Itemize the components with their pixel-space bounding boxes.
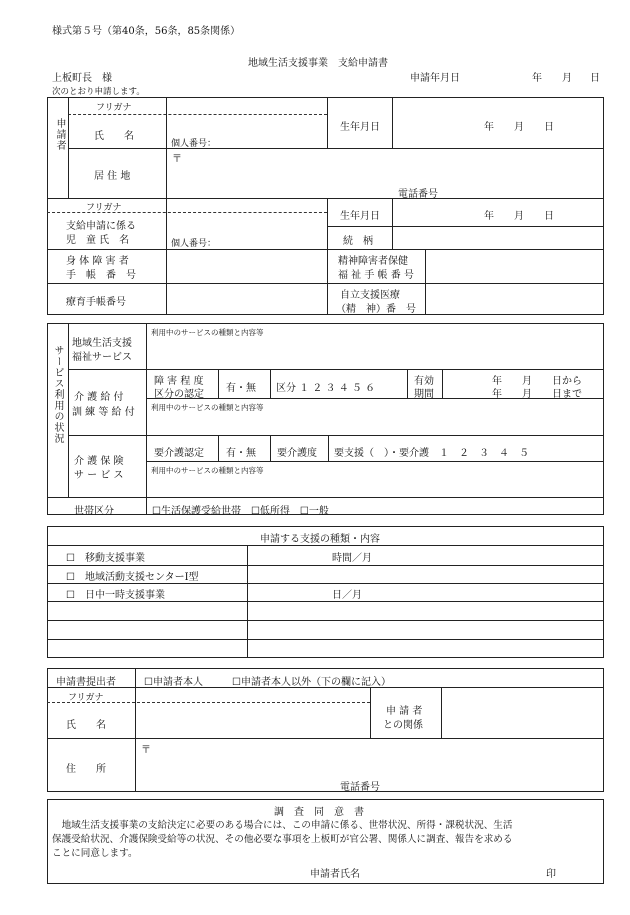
benefit-label-1: 介 護 給 付 <box>74 392 124 403</box>
submitter-furigana-label: フリガナ <box>68 693 104 703</box>
support-row-value: 日／月 <box>332 590 362 601</box>
mental-handbook-label-2: 福 祉 手 帳 番 号 <box>338 270 414 281</box>
local-service-label-2: 福祉サービス <box>72 352 132 363</box>
form-number: 様式第５号（第40条，56条，85条関係） <box>52 26 241 37</box>
insurance-service-note: 利用中のサービスの種類と内容等 <box>151 466 264 475</box>
rehab-handbook-label: 療育手帳番号 <box>66 297 126 308</box>
applicant-furigana-label: フリガナ <box>96 103 132 113</box>
household-options[interactable]: ☐生活保護受給世帯 ☐低所得 ☐一般 <box>152 506 329 517</box>
medical-number-label-1: 自立支援医療 <box>340 290 400 301</box>
insurance-label-1: 介 護 保 険 <box>74 456 124 467</box>
local-service-note: 利用中のサービスの種類と内容等 <box>151 328 264 337</box>
insurance-label-2: サ ー ビ ス <box>74 470 124 481</box>
submitter-label: 申請書提出者 <box>56 677 116 688</box>
disability-yes-no: 有・無 <box>226 383 256 394</box>
date-day: 日 <box>590 73 600 84</box>
child-name-label-1: 支給申請に係る <box>66 221 136 232</box>
physical-handbook-label-2: 手 帳 番 号 <box>66 270 136 281</box>
date-month: 月 <box>562 73 572 84</box>
addressee: 上板町長 様 <box>52 73 112 84</box>
consent-signer-label: 申請者氏名 <box>310 869 360 880</box>
valid-to: 年 月 日まで <box>492 389 582 400</box>
consent-text-line-1: 地域生活支援事業の支給決定に必要のある場合には、この申請に係る、世帯状況、所得・課税状況、生活 <box>52 820 513 831</box>
benefit-service-note: 利用中のサービスの種類と内容等 <box>151 403 264 412</box>
consent-text-line-2: 保護受給状況、介護保険受給等の状況、その他必要な事項を上板町が官公署、関係人に調査、報告を求める <box>52 834 513 845</box>
applicant-birthdate-ymd: 年 月 日 <box>484 122 554 133</box>
support-row-label[interactable]: ☐ 地域活動支援センターⅠ型 <box>66 572 199 583</box>
physical-handbook-label-1: 身 体 障 害 者 <box>66 256 129 267</box>
support-row-value: 時間／月 <box>332 553 372 564</box>
child-birthdate-label: 生年月日 <box>340 211 380 222</box>
mental-handbook-label-1: 精神障害者保健 <box>338 256 408 267</box>
support-table-title: 申請する支援の種類・内容 <box>260 534 380 545</box>
valid-period-label-1: 有効 <box>414 376 434 387</box>
applicant-section-label: 申請者 <box>54 118 65 151</box>
disability-cert-label-2: 区分の認定 <box>154 389 204 400</box>
submitter-option-self[interactable]: ☐申請者本人 <box>144 677 203 688</box>
applicant-phone-label: 電話番号 <box>398 189 438 200</box>
submitter-address-label: 住 所 <box>66 764 106 775</box>
care-level-label: 要介護度 <box>277 448 317 459</box>
care-yes-no: 有・無 <box>226 448 256 459</box>
application-date-label: 申請年月日 <box>410 73 460 84</box>
consent-title: 調 査 同 意 書 <box>274 807 364 818</box>
disability-cert-label-1: 障 害 程 度 <box>154 376 204 387</box>
intro-text: 次のとおり申請します。 <box>52 87 145 97</box>
child-furigana-label: フリガナ <box>86 203 122 213</box>
support-row-label[interactable]: ☐ 日中一時支援事業 <box>66 590 165 601</box>
submitter-name-label: 氏 名 <box>66 720 106 731</box>
medical-number-label-2: （精 神）番 号 <box>336 304 416 315</box>
submitter-postal-mark: 〒 <box>141 745 151 756</box>
child-name-label-2: 児 童 氏 名 <box>66 235 130 246</box>
residence-label: 居 住 地 <box>94 171 131 182</box>
submitter-phone-label: 電話番号 <box>340 782 380 793</box>
applicant-postal-mark: 〒 <box>172 154 182 165</box>
care-level-scale: 要支援（ ）・要介護 １ ２ ３ ４ ５ <box>334 448 529 459</box>
submitter-relation-label-2: との関係 <box>383 720 423 731</box>
valid-period-label-2: 期間 <box>414 389 434 400</box>
applicant-personal-number-label: 個人番号： <box>171 139 217 149</box>
benefit-label-2: 訓 練 等 給 付 <box>72 407 135 418</box>
service-status-section-label: サービス利用の状況 <box>52 345 63 444</box>
local-service-label-1: 地域生活支援 <box>72 338 132 349</box>
applicant-birthdate-label: 生年月日 <box>340 122 380 133</box>
applicant-name-label: 氏 名 <box>94 131 134 142</box>
seal-mark: 印 <box>546 869 556 880</box>
consent-text-line-3: ことに同意します。 <box>52 848 138 859</box>
household-label: 世帯区分 <box>74 506 114 517</box>
valid-from: 年 月 日から <box>492 376 582 387</box>
care-cert-label: 要介護認定 <box>154 448 204 459</box>
page-title: 地域生活支援事業 支給申請書 <box>248 58 388 69</box>
child-birthdate-ymd: 年 月 日 <box>484 211 554 222</box>
date-year: 年 <box>532 73 542 84</box>
disability-category-scale: 区分 １ ２ ３ ４ ５ ６ <box>276 383 376 394</box>
child-relation-label: 続 柄 <box>343 236 373 247</box>
child-personal-number-label: 個人番号： <box>171 239 217 249</box>
support-row-label[interactable]: ☐ 移動支援事業 <box>66 553 145 564</box>
submitter-relation-label-1: 申 請 者 <box>386 706 423 717</box>
submitter-option-other[interactable]: ☐申請者本人以外（下の欄に記入） <box>232 677 391 688</box>
